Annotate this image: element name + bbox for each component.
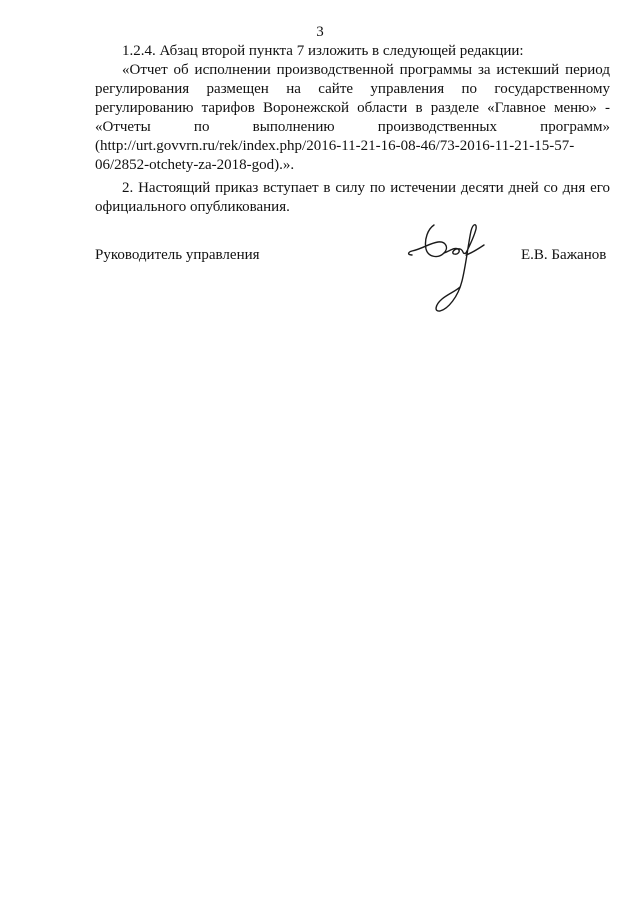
paragraph-line: «Отчет об исполнении производственной программы за истекший период	[122, 62, 610, 78]
paragraph-line: (http://urt.govvrn.ru/rek/index.php/2016-11-21-16-08-46/73-2016-11-21-15-57-	[95, 138, 575, 154]
paragraph-line: «Отчеты по выполнению производственных программ»	[95, 119, 610, 135]
signatory-title: Руководитель управления	[95, 247, 260, 263]
page-number: 3	[316, 24, 324, 40]
handwritten-signature	[404, 215, 496, 321]
paragraph-line: 1.2.4. Абзац второй пункта 7 изложить в следующей редакции:	[122, 43, 524, 59]
paragraph-line: регулирования размещен на сайте управления по государственному	[95, 81, 610, 97]
paragraph-line: официального опубликования.	[95, 199, 290, 215]
paragraph-line: 06/2852-otchety-za-2018-god).».	[95, 157, 295, 173]
signatory-name: Е.В. Бажанов	[521, 247, 607, 263]
paragraph-line: 2. Настоящий приказ вступает в силу по истечении десяти дней со дня его	[122, 180, 610, 196]
paragraph-line: регулированию тарифов Воронежской области в разделе «Главное меню» -	[95, 100, 610, 116]
